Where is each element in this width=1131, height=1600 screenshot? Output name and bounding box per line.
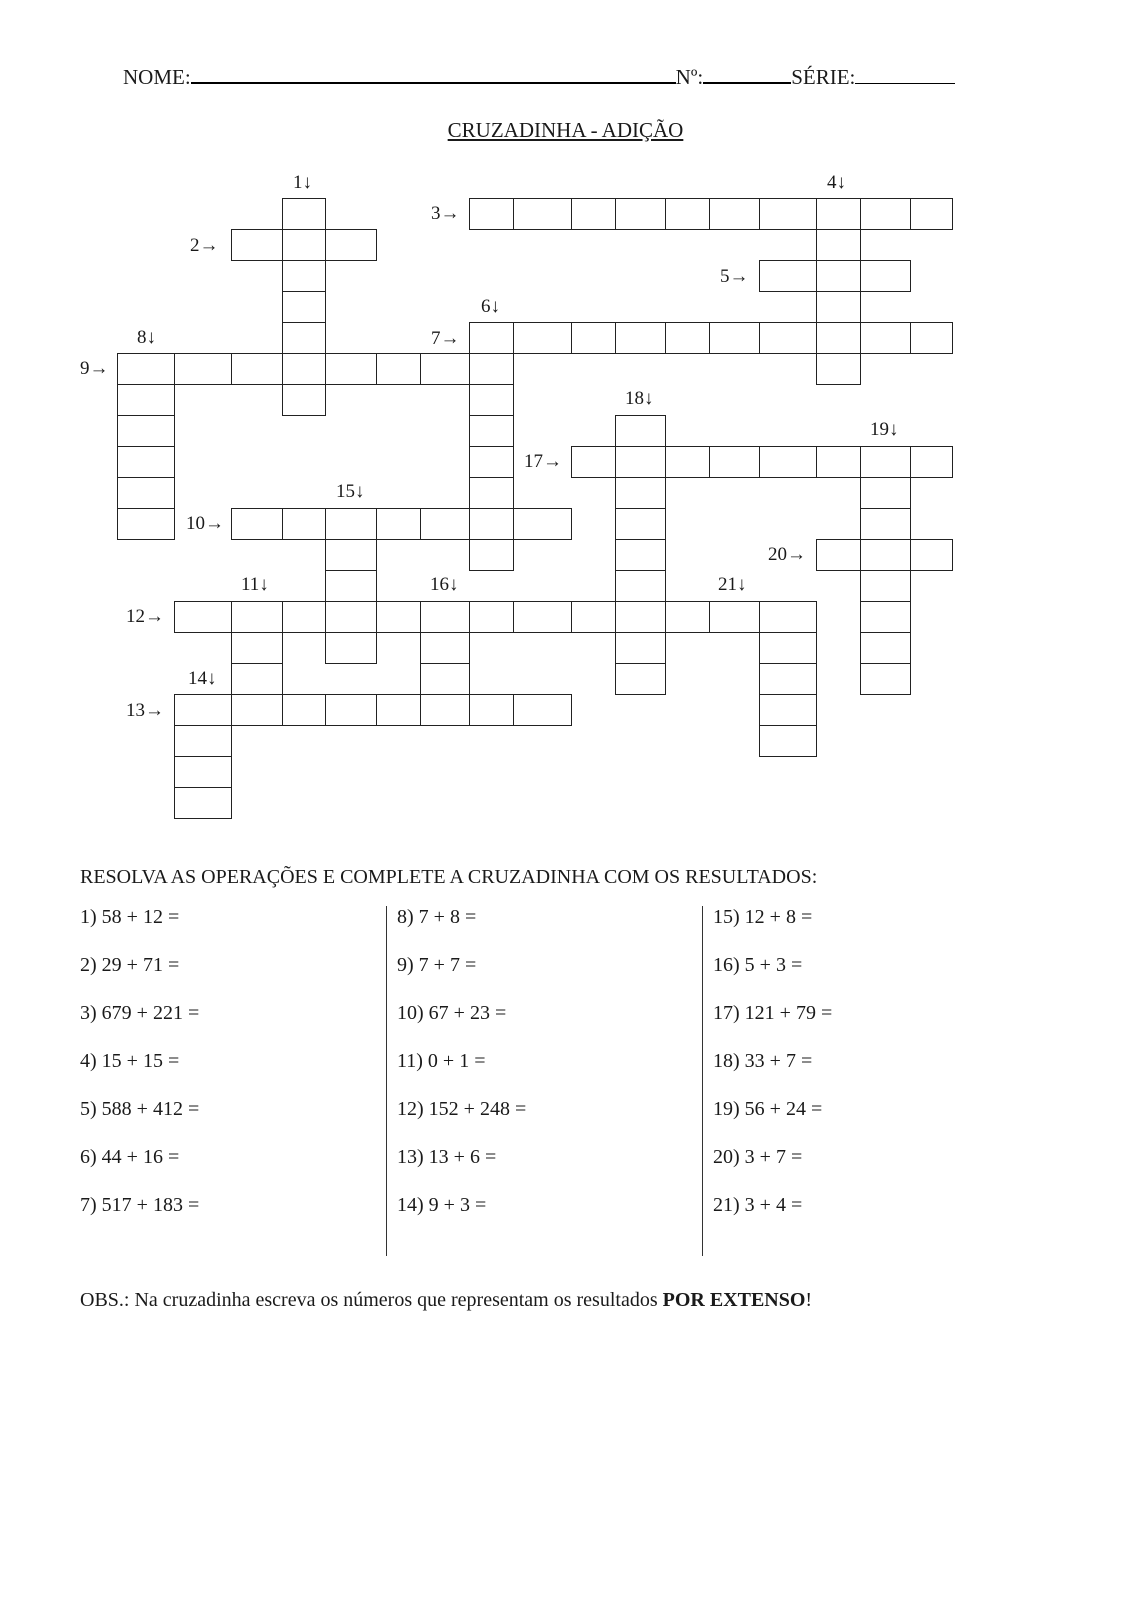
equation-item: 1) 58 + 12 = bbox=[80, 906, 180, 928]
crossword-cell[interactable] bbox=[816, 291, 861, 323]
crossword-cell[interactable] bbox=[469, 694, 514, 726]
crossword-cell[interactable] bbox=[117, 508, 175, 540]
equation-item: 18) 33 + 7 = bbox=[713, 1050, 813, 1072]
crossword-cell[interactable] bbox=[469, 322, 514, 354]
crossword-cell[interactable] bbox=[709, 601, 760, 633]
crossword-cell[interactable] bbox=[759, 322, 817, 354]
crossword-cell[interactable] bbox=[513, 694, 572, 726]
crossword-cell[interactable] bbox=[282, 353, 326, 385]
crossword-cell[interactable] bbox=[615, 601, 666, 633]
crossword-cell[interactable] bbox=[231, 632, 283, 664]
crossword-cell[interactable] bbox=[816, 446, 861, 478]
crossword-cell[interactable] bbox=[860, 539, 911, 571]
crossword-cell[interactable] bbox=[759, 198, 817, 230]
crossword-cell[interactable] bbox=[325, 229, 377, 261]
crossword-cell[interactable] bbox=[117, 446, 175, 478]
crossword-cell[interactable] bbox=[759, 694, 817, 726]
crossword-cell[interactable] bbox=[282, 384, 326, 416]
crossword-cell[interactable] bbox=[174, 756, 232, 788]
crossword-cell[interactable] bbox=[469, 539, 514, 571]
observation-note: OBS.: Na cruzadinha escreva os números que representam os resultados POR EXTENSO! bbox=[80, 1289, 813, 1311]
crossword-cell[interactable] bbox=[325, 632, 377, 664]
instructions: RESOLVA AS OPERAÇÕES E COMPLETE A CRUZADINHA COM OS RESULTADOS: bbox=[80, 866, 818, 888]
equation-item: 3) 679 + 221 = bbox=[80, 1002, 200, 1024]
equation-item: 19) 56 + 24 = bbox=[713, 1098, 823, 1120]
equation-item: 7) 517 + 183 = bbox=[80, 1194, 200, 1216]
equation-item: 12) 152 + 248 = bbox=[397, 1098, 527, 1120]
equation-item: 6) 44 + 16 = bbox=[80, 1146, 180, 1168]
crossword-cell[interactable] bbox=[282, 260, 326, 292]
crossword-cell[interactable] bbox=[174, 694, 232, 726]
clue-number-9: 9→ bbox=[80, 358, 109, 379]
crossword-cell[interactable] bbox=[325, 694, 377, 726]
crossword-cell[interactable] bbox=[910, 539, 953, 571]
crossword-cell[interactable] bbox=[816, 198, 861, 230]
crossword-cell[interactable] bbox=[325, 539, 377, 571]
crossword-cell[interactable] bbox=[615, 632, 666, 664]
crossword-cell[interactable] bbox=[665, 446, 710, 478]
clue-number-5: 5→ bbox=[720, 266, 749, 287]
crossword-cell[interactable] bbox=[571, 198, 616, 230]
crossword-cell[interactable] bbox=[571, 446, 616, 478]
crossword-cell[interactable] bbox=[860, 632, 911, 664]
clue-number-1: 1↓ bbox=[293, 172, 312, 193]
number-label: Nº: bbox=[675, 65, 704, 89]
clue-number-7: 7→ bbox=[431, 328, 460, 349]
crossword-cell[interactable] bbox=[282, 198, 326, 230]
crossword-cell[interactable] bbox=[709, 446, 760, 478]
crossword-cell[interactable] bbox=[513, 322, 572, 354]
crossword-cell[interactable] bbox=[325, 353, 377, 385]
crossword-cell[interactable] bbox=[513, 508, 572, 540]
clue-number-18: 18↓ bbox=[625, 388, 654, 409]
crossword-cell[interactable] bbox=[325, 570, 377, 602]
equation-item: 2) 29 + 71 = bbox=[80, 954, 180, 976]
crossword-cell[interactable] bbox=[469, 353, 514, 385]
clue-number-17: 17→ bbox=[524, 451, 562, 472]
crossword-cell[interactable] bbox=[860, 198, 911, 230]
crossword-cell[interactable] bbox=[816, 353, 861, 385]
crossword-cell[interactable] bbox=[816, 322, 861, 354]
equations-column-1 bbox=[80, 906, 199, 1242]
crossword-cell[interactable] bbox=[615, 477, 666, 509]
clue-number-14: 14↓ bbox=[188, 668, 217, 689]
emphasis-text: POR EXTENSO bbox=[662, 1289, 806, 1311]
crossword-cell[interactable] bbox=[615, 539, 666, 571]
column-divider bbox=[702, 906, 703, 1256]
crossword-cell[interactable] bbox=[469, 477, 514, 509]
crossword-cell[interactable] bbox=[759, 663, 817, 695]
crossword-cell[interactable] bbox=[816, 260, 861, 292]
crossword-cell[interactable] bbox=[231, 229, 283, 261]
clue-number-12: 12→ bbox=[126, 606, 164, 627]
crossword-cell[interactable] bbox=[860, 477, 911, 509]
equation-item: 9) 7 + 7 = bbox=[397, 954, 477, 976]
crossword-cell[interactable] bbox=[860, 570, 911, 602]
crossword-cell[interactable] bbox=[282, 291, 326, 323]
equation-item: 8) 7 + 8 = bbox=[397, 906, 477, 928]
crossword-cell[interactable] bbox=[174, 787, 232, 819]
crossword-cell[interactable] bbox=[469, 508, 514, 540]
crossword-cell[interactable] bbox=[571, 322, 616, 354]
crossword-cell[interactable] bbox=[174, 353, 232, 385]
crossword-cell[interactable] bbox=[469, 415, 514, 447]
crossword-cell[interactable] bbox=[231, 353, 283, 385]
equation-item: 10) 67 + 23 = bbox=[397, 1002, 507, 1024]
crossword-cell[interactable] bbox=[860, 663, 911, 695]
crossword-cell[interactable] bbox=[860, 601, 911, 633]
crossword-cell[interactable] bbox=[325, 601, 377, 633]
crossword-cell[interactable] bbox=[469, 601, 514, 633]
crossword-cell[interactable] bbox=[709, 198, 760, 230]
crossword-cell[interactable] bbox=[117, 415, 175, 447]
crossword-cell[interactable] bbox=[860, 508, 911, 540]
crossword-cell[interactable] bbox=[571, 601, 616, 633]
crossword-cell[interactable] bbox=[615, 415, 666, 447]
crossword-cell[interactable] bbox=[117, 384, 175, 416]
crossword-cell[interactable] bbox=[174, 601, 232, 633]
crossword-cell[interactable] bbox=[420, 353, 470, 385]
crossword-cell[interactable] bbox=[759, 725, 817, 757]
crossword-cell[interactable] bbox=[469, 446, 514, 478]
clue-number-6: 6↓ bbox=[481, 296, 500, 317]
crossword-cell[interactable] bbox=[325, 508, 377, 540]
grade-label: SÉRIE: bbox=[791, 65, 856, 89]
crossword-cell[interactable] bbox=[282, 601, 326, 633]
crossword-cell[interactable] bbox=[910, 198, 953, 230]
crossword-cell[interactable] bbox=[615, 570, 666, 602]
equation-item: 16) 5 + 3 = bbox=[713, 954, 803, 976]
crossword-cell[interactable] bbox=[117, 477, 175, 509]
crossword-cell[interactable] bbox=[231, 508, 283, 540]
crossword-cell[interactable] bbox=[420, 632, 470, 664]
crossword-cell[interactable] bbox=[759, 601, 817, 633]
crossword-cell[interactable] bbox=[469, 384, 514, 416]
crossword-cell[interactable] bbox=[759, 632, 817, 664]
crossword-cell[interactable] bbox=[376, 601, 421, 633]
crossword-cell[interactable] bbox=[174, 725, 232, 757]
crossword-cell[interactable] bbox=[420, 508, 470, 540]
crossword-cell[interactable] bbox=[282, 322, 326, 354]
name-label: NOME: bbox=[123, 65, 191, 89]
clue-number-20: 20→ bbox=[768, 544, 806, 565]
crossword-cell[interactable] bbox=[231, 663, 283, 695]
clue-number-16: 16↓ bbox=[430, 574, 459, 595]
crossword-cell[interactable] bbox=[860, 260, 911, 292]
crossword-cell[interactable] bbox=[376, 694, 421, 726]
crossword-cell[interactable] bbox=[513, 198, 572, 230]
clue-number-10: 10→ bbox=[186, 513, 224, 534]
crossword-cell[interactable] bbox=[910, 446, 953, 478]
equation-item: 5) 588 + 412 = bbox=[80, 1098, 200, 1120]
crossword-cell[interactable] bbox=[665, 322, 710, 354]
clue-number-15: 15↓ bbox=[336, 481, 365, 502]
clue-number-2: 2→ bbox=[190, 235, 219, 256]
equation-item: 21) 3 + 4 = bbox=[713, 1194, 803, 1216]
clue-number-11: 11↓ bbox=[241, 574, 269, 595]
equation-item: 15) 12 + 8 = bbox=[713, 906, 813, 928]
crossword-cell[interactable] bbox=[282, 508, 326, 540]
crossword-cell[interactable] bbox=[376, 508, 421, 540]
crossword-cell[interactable] bbox=[615, 446, 666, 478]
equations-column-3 bbox=[713, 906, 832, 1242]
crossword-cell[interactable] bbox=[615, 198, 666, 230]
crossword-cell[interactable] bbox=[231, 694, 283, 726]
page-title: CRUZADINHA - ADIÇÃO bbox=[447, 118, 684, 142]
crossword-cell[interactable] bbox=[420, 601, 470, 633]
crossword-cell[interactable] bbox=[860, 446, 911, 478]
crossword-cell[interactable] bbox=[282, 229, 326, 261]
crossword-cell[interactable] bbox=[816, 229, 861, 261]
column-divider bbox=[386, 906, 387, 1256]
crossword-cell[interactable] bbox=[759, 446, 817, 478]
equation-item: 11) 0 + 1 = bbox=[397, 1050, 486, 1072]
crossword-cell[interactable] bbox=[709, 322, 760, 354]
crossword-cell[interactable] bbox=[420, 663, 470, 695]
clue-number-21: 21↓ bbox=[718, 574, 747, 595]
clue-number-4: 4↓ bbox=[827, 172, 846, 193]
clue-number-3: 3→ bbox=[431, 203, 460, 224]
crossword-cell[interactable] bbox=[231, 601, 283, 633]
equation-item: 4) 15 + 15 = bbox=[80, 1050, 180, 1072]
equation-item: 13) 13 + 6 = bbox=[397, 1146, 497, 1168]
crossword-cell[interactable] bbox=[282, 694, 326, 726]
crossword-cell[interactable] bbox=[665, 198, 710, 230]
equations-column-2 bbox=[397, 906, 526, 1242]
clue-number-19: 19↓ bbox=[870, 419, 899, 440]
crossword-cell[interactable] bbox=[615, 508, 666, 540]
crossword-cell[interactable] bbox=[615, 663, 666, 695]
crossword-cell[interactable] bbox=[860, 322, 911, 354]
equation-item: 17) 121 + 79 = bbox=[713, 1002, 833, 1024]
equation-item: 20) 3 + 7 = bbox=[713, 1146, 803, 1168]
crossword-cell[interactable] bbox=[469, 198, 514, 230]
crossword-cell[interactable] bbox=[615, 322, 666, 354]
crossword-cell[interactable] bbox=[910, 322, 953, 354]
crossword-cell[interactable] bbox=[665, 601, 710, 633]
clue-number-13: 13→ bbox=[126, 700, 164, 721]
crossword-cell[interactable] bbox=[117, 353, 175, 385]
crossword-cell[interactable] bbox=[513, 601, 572, 633]
crossword-cell[interactable] bbox=[816, 539, 861, 571]
equation-item: 14) 9 + 3 = bbox=[397, 1194, 487, 1216]
crossword-cell[interactable] bbox=[376, 353, 421, 385]
clue-number-8: 8↓ bbox=[137, 327, 156, 348]
crossword-cell[interactable] bbox=[420, 694, 470, 726]
crossword-cell[interactable] bbox=[759, 260, 817, 292]
